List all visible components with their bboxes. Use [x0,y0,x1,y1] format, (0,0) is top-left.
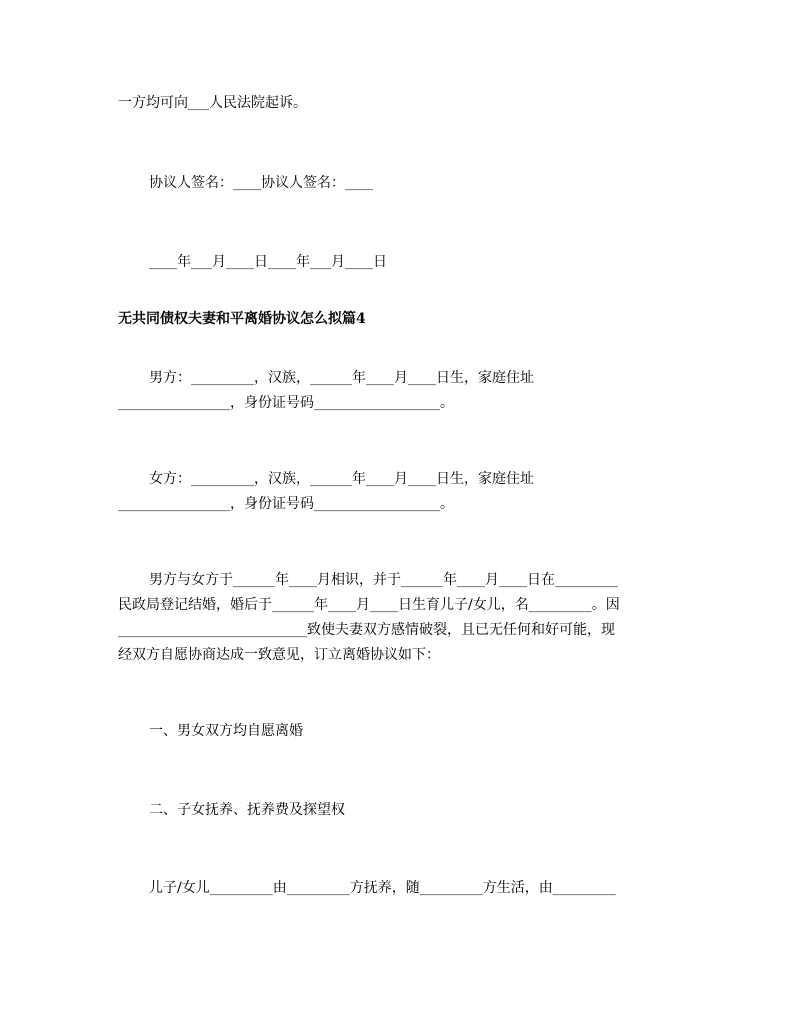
marriage-paragraph-line-3: ___________________________致使夫妻双方感情破裂，且已无任何和好可能，现 [118,622,615,638]
female-party-line: 女方：_________，汉族，______年____月____日生，家庭住址 [149,471,534,487]
date-line: ____年___月____日____年___月____日 [149,254,387,270]
marriage-paragraph-line-2: 民政局登记结婚，婚后于______年____月____日生育儿子/女儿，名_________。因 [118,597,620,613]
section-heading: 无共同债权夫妻和平离婚协议怎么拟篇4 [118,311,366,327]
female-party-line-continued: ________________，身份证号码__________________。 [118,496,454,512]
male-party-line: 男方：_________，汉族，______年____月____日生，家庭住址 [149,370,534,386]
signature-line: 协议人签名：____协议人签名：____ [149,175,373,191]
clause-two: 二、子女抚养、抚养费及探望权 [149,802,345,818]
marriage-paragraph-line-1: 男方与女方于______年____月相识，并于______年____月____日在_________ [149,572,618,588]
male-party-line-continued: ________________，身份证号码__________________。 [118,395,454,411]
marriage-paragraph-line-4: 经双方自愿协商达成一致意见，订立离婚协议如下： [118,647,440,663]
clause-one: 一、男女双方均自愿离婚 [149,723,303,739]
custody-line: 儿子/女儿_________由_________方抚养，随_________方生活，由_________ [149,880,616,896]
court-lawsuit-clause: 一方均可向___人民法院起诉。 [118,95,307,111]
